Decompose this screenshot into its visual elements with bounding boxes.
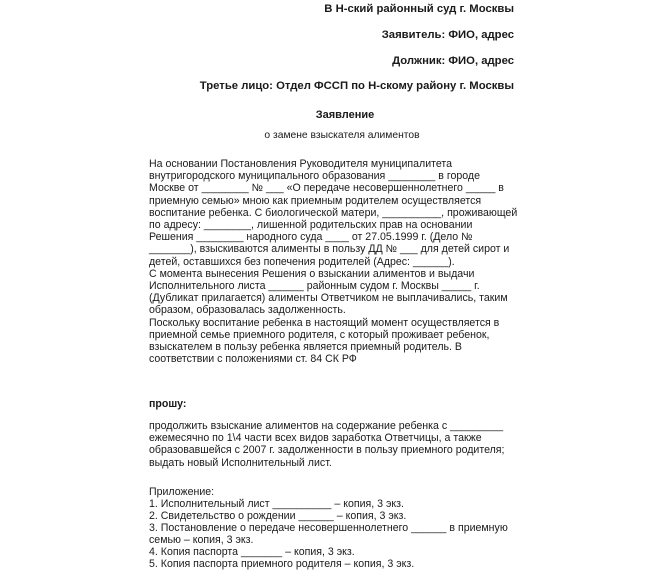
document-body xyxy=(149,158,521,365)
body-line: С момента вынесения Решения о взыскании алиментов и выдачи xyxy=(149,267,475,280)
attachments-label: Приложение: xyxy=(149,486,215,498)
attachment-item: 5. Копия паспорта приемного родителя – копия, 3 экз. xyxy=(149,558,415,571)
document-header xyxy=(200,2,514,105)
attachment-item: 3. Постановление о передаче несовершеннолетнего ______ в приемную xyxy=(149,522,508,535)
body-line: Решения ________ народного суда ____ от 27.05.1999 г. (Дело № xyxy=(149,231,473,244)
body-line: На основании Постановления Руководителя муниципалитета xyxy=(149,158,453,170)
body-line: взыскателем в пользу ребенка является приемный родитель. В xyxy=(149,341,462,354)
body-line: Исполнительного листа ______ районным судом г. Москвы _____ г. xyxy=(149,280,480,293)
body-line: воспитание ребенка. С биологической матери, __________, проживающей xyxy=(149,206,518,219)
attachment-item: 2. Свидетельство о рождении ______ – копия, 3 экз. xyxy=(149,510,407,523)
request-line: образовавшейся с 2007 г. задолженности в пользу приемного родителя; xyxy=(149,444,505,457)
request-line: выдать новый Исполнительный лист. xyxy=(149,456,332,469)
attachment-item: семью – копия, 3 экз. xyxy=(149,534,254,547)
document-title: Заявление xyxy=(315,109,375,121)
body-line: внутригородского муниципального образования ________ в городе xyxy=(149,170,480,183)
body-line: Поскольку воспитание ребенка в настоящий момент осуществляется в xyxy=(149,316,500,329)
applicant-line: Заявитель: ФИО, адрес xyxy=(381,28,514,41)
attachment-item: 4. Копия паспорта _______ – копия, 3 экз. xyxy=(149,546,355,559)
body-line: _______), взыскиваются алименты в пользу ДД № ___ для детей сирот и xyxy=(149,243,510,256)
body-line: соответствии с положениями ст. 84 СК РФ xyxy=(149,353,357,366)
debtor-line: Должник: ФИО, адрес xyxy=(392,54,514,67)
third-party-line: Третье лицо: Отдел ФССП по Н-скому району г. Москвы xyxy=(199,80,514,93)
body-line: по адресу: ________, лишенной родительских прав на основании xyxy=(149,219,473,232)
request-line: ежемесячно по 1\4 части всех видов заработка Ответчицы, а также xyxy=(149,432,482,445)
court-addressee: В Н-ский районный суд г. Москвы xyxy=(324,3,514,15)
body-line: приемную семью» мною как приемным родителем осуществляется xyxy=(149,194,482,207)
request-body xyxy=(149,420,521,469)
document-subtitle: о замене взыскателя алиментов xyxy=(264,130,420,141)
body-line: Москве от ________ № ___ «О передаче несовершеннолетнего _____ в xyxy=(149,182,504,195)
body-line: детей, оставшихся без попечения родителей (Адрес: ______). xyxy=(149,255,455,268)
request-line: продолжить взыскание алиментов на содержание ребенка с _________ xyxy=(149,420,504,432)
body-line: (Дубликат прилагается) алименты Ответчиком не выплачивались, таким xyxy=(149,292,508,305)
body-line: приемной семье приемного родителя, с который проживает ребенок, xyxy=(149,328,490,341)
body-line: образом, образовалась задолженность. xyxy=(149,304,346,317)
attachments-list xyxy=(149,498,508,571)
attachment-item: 1. Исполнительный лист __________ – копия, 3 экз. xyxy=(149,498,404,510)
request-label: прошу: xyxy=(149,398,187,410)
